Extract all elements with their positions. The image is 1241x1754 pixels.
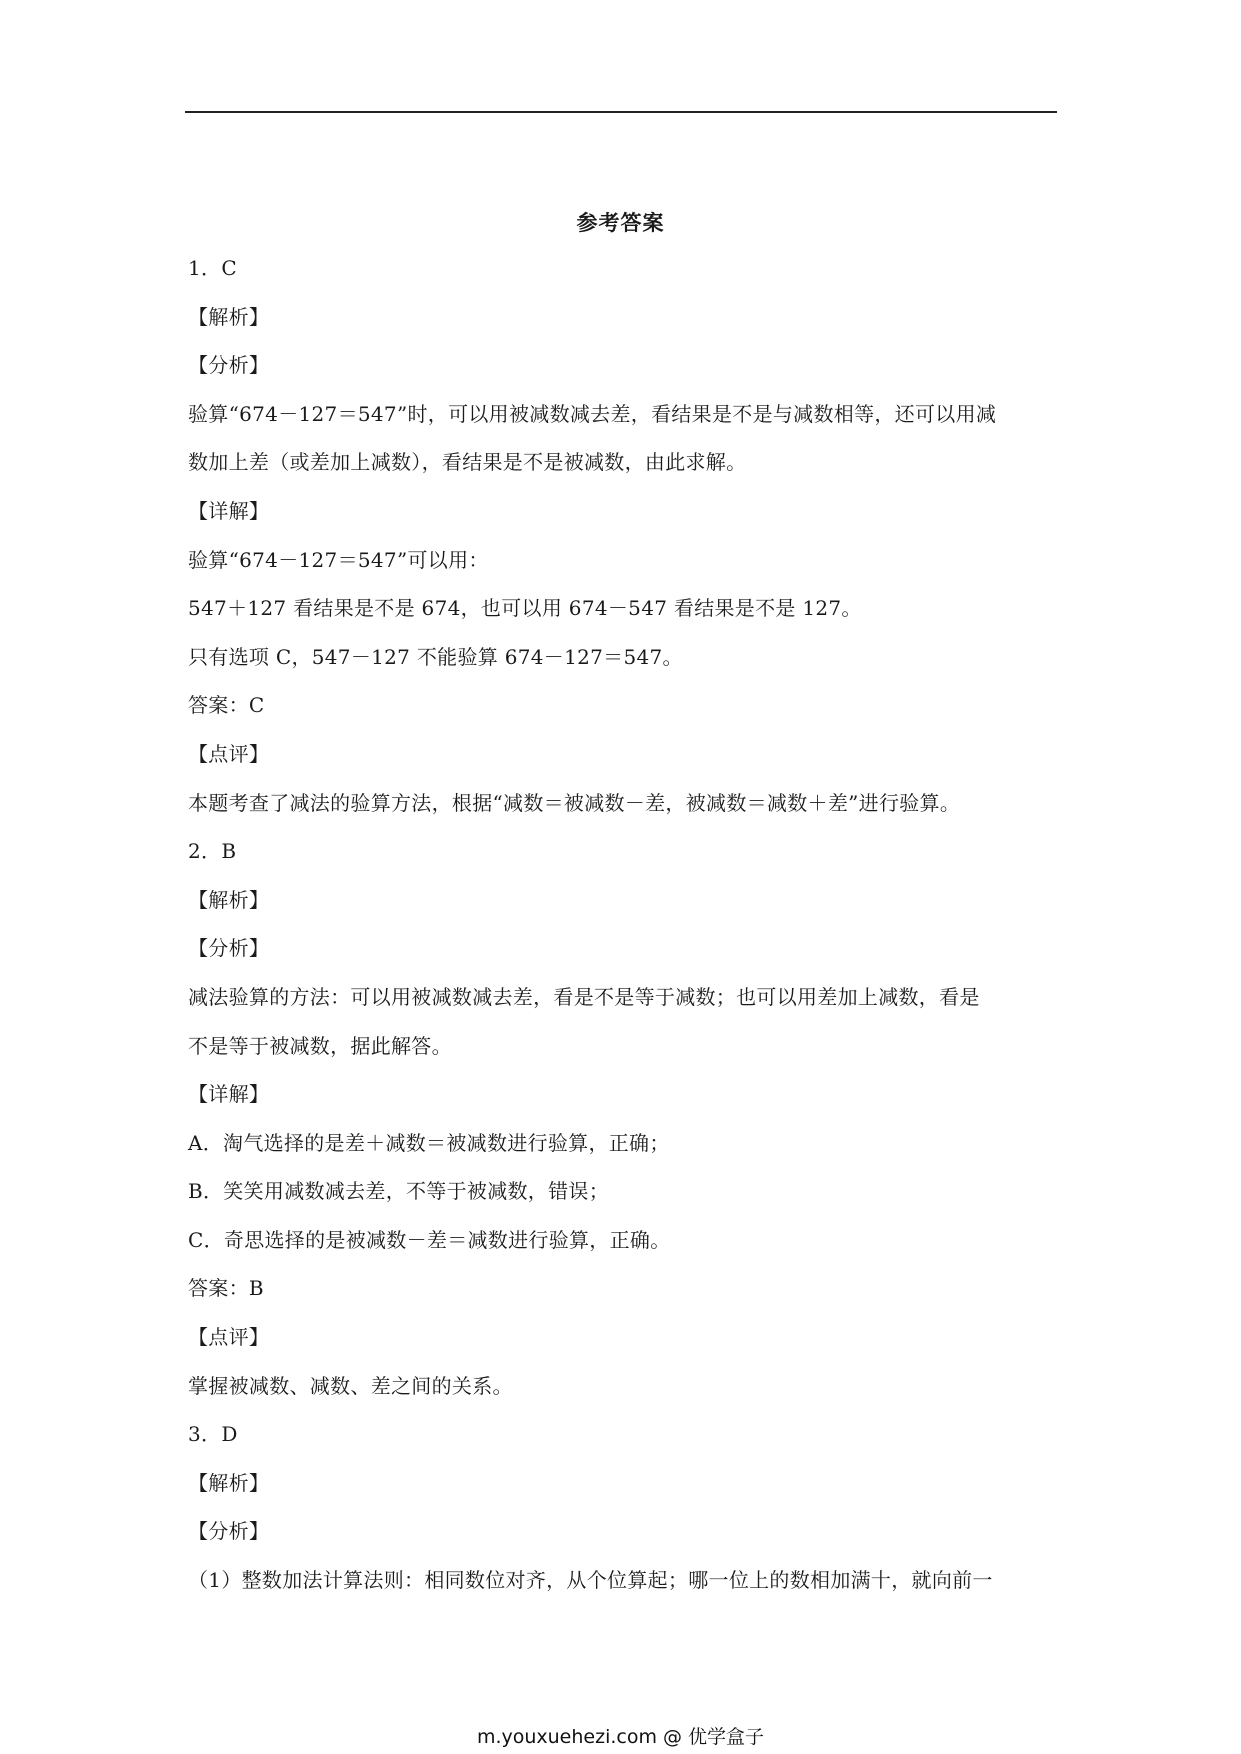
text-line: 【解析】 (188, 887, 270, 912)
text-line: 2．B (188, 839, 237, 864)
text-line: 【点评】 (188, 741, 270, 766)
text-line: 547＋127 看结果是不是 674，也可以用 674－547 看结果是不是 127。 (188, 596, 862, 621)
text-line: 【详解】 (188, 1082, 270, 1107)
footer-watermark: m.youxuehezi.com @ 优学盒子 (476, 1726, 765, 1748)
text-line: 减法验算的方法：可以用被减数减去差，看是不是等于减数；也可以用差加上减数，看是 (188, 984, 980, 1009)
text-line: 数加上差（或差加上减数），看结果是不是被减数，由此求解。 (188, 450, 747, 475)
text-line: 3．D (188, 1422, 238, 1447)
text-line: 验算“674－127＝547”时，可以用被减数减去差，看结果是不是与减数相等，还可以用减 (188, 401, 997, 426)
text-line: 掌握被减数、减数、差之间的关系。 (188, 1373, 513, 1398)
header-rule (185, 111, 1057, 113)
text-line: 【分析】 (188, 353, 270, 378)
text-line: 验算“674－127＝547”可以用： (188, 547, 489, 572)
text-line: 答案：C (188, 693, 265, 718)
text-line: 1．C (188, 256, 237, 280)
text-line: B．笑笑用减数减去差，不等于被减数，错误； (188, 1179, 609, 1204)
text-line: 【分析】 (188, 1519, 270, 1544)
text-line: 【详解】 (188, 498, 270, 523)
answer-content (188, 256, 1058, 1617)
text-line: 只有选项 C，547－127 不能验算 674－127＝547。 (188, 644, 683, 669)
text-line: A．淘气选择的是差＋减数＝被减数进行验算，正确； (188, 1130, 670, 1155)
text-line: 答案：B (188, 1276, 264, 1301)
text-line: 本题考查了减法的验算方法，根据“减数＝被减数－差，被减数＝减数＋差”进行验算。 (188, 790, 961, 815)
text-line: 不是等于被减数，据此解答。 (188, 1033, 452, 1058)
text-line: 【分析】 (188, 936, 270, 961)
text-line: （1）整数加法计算法则：相同数位对齐，从个位算起；哪一位上的数相加满十，就向前一 (188, 1568, 993, 1593)
text-line: 【解析】 (188, 304, 270, 329)
text-line: 【解析】 (188, 1470, 270, 1495)
page-title: 参考答案 (576, 210, 665, 235)
text-line: C．奇思选择的是被减数－差＝减数进行验算，正确。 (188, 1227, 671, 1252)
text-line: 【点评】 (188, 1325, 270, 1350)
